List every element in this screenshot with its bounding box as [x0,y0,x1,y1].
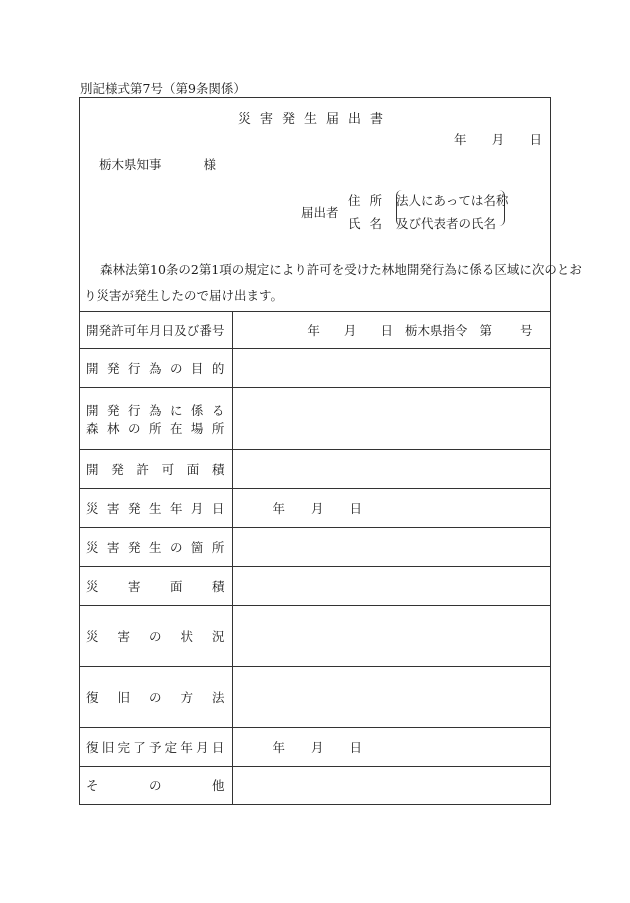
table-row [80,728,550,767]
row-label-line [86,538,225,556]
label-char: 可 [161,462,175,477]
row-label [80,528,232,567]
label-char: 完 [117,740,130,755]
label-char: 開 [86,462,99,477]
date-year: 年 [454,132,467,147]
value-part: 日 [380,323,393,338]
label-char: 況 [211,629,225,644]
value-part: 年 [272,501,286,516]
notice-text [80,257,582,309]
date-month: 月 [491,132,505,147]
value-template [273,499,363,517]
form-caption: 別記様式第7号（第9条関係） [80,81,246,96]
value-part: 日 [349,740,363,755]
row-label [80,349,232,388]
table-row [80,312,550,349]
name-label: 氏名 [348,216,392,231]
label-char: 害 [117,629,130,644]
form-title: 災害発生届出書 [237,112,392,127]
form-frame [79,97,582,805]
addressee-honorific: 様 [203,157,217,172]
label-char: 行 [127,361,141,376]
table-row [80,349,550,388]
bracket-note [396,189,508,235]
label-char: の [148,629,162,644]
value-template [273,738,363,756]
table-row [80,450,550,489]
row-value[interactable] [232,567,550,606]
label-char: 開 [86,402,99,418]
table-row [80,567,550,606]
table-row [80,388,550,450]
label-char: 目 [190,361,204,376]
label-char: 災 [86,501,99,516]
label-char: 面 [169,579,183,594]
label-char: 発 [127,540,141,555]
row-label [80,667,232,728]
row-label [80,489,232,528]
label-char: び [186,323,200,338]
report-table [80,311,550,804]
row-label [80,312,232,349]
row-value[interactable] [232,528,550,567]
row-label [80,567,232,606]
value-part: 月 [311,740,324,755]
value-part: 日 [349,501,363,516]
label-char: そ [86,778,99,794]
row-label-line [86,460,225,478]
row-value[interactable] [232,606,550,667]
row-label [80,388,232,450]
label-char: の [127,420,141,436]
row-label [80,767,232,804]
label-char: 年 [180,740,193,755]
value-part: 月 [343,323,357,338]
date-day: 日 [529,132,542,147]
table-row [80,528,550,567]
value-part: 第 [479,323,492,338]
label-char: 所 [148,420,162,436]
row-label-line [86,321,225,339]
label-char: 係 [190,402,204,418]
label-char: 発 [98,323,112,338]
applicant-label: 届出者 [301,205,339,220]
value-part: 栃木県指令 [404,323,468,338]
label-char: 月 [148,323,162,338]
row-label [80,450,232,489]
label-char: 号 [211,323,225,338]
label-char: 害 [106,540,120,555]
label-char: 害 [106,501,120,516]
label-char: 災 [86,579,99,594]
addressee [99,155,216,173]
label-char: 復 [86,690,99,705]
bracket-note-line1: 法人にあっては名称 [396,193,509,208]
label-char: 日 [161,323,175,338]
address-label: 住所 [348,193,392,208]
label-char: 森 [86,420,99,436]
row-label-line [86,776,225,794]
label-char: 旧 [117,690,130,705]
value-part: 月 [311,501,324,516]
row-label [80,728,232,767]
label-char: 他 [211,778,225,794]
table-row [80,489,550,528]
row-label-line [86,401,225,419]
label-char: 為 [148,402,162,418]
label-char: 定 [164,740,178,755]
label-char: 月 [196,740,209,755]
label-char: 場 [190,420,204,436]
label-char: 番 [199,323,212,338]
row-value[interactable] [232,667,550,728]
label-char: 日 [211,740,225,755]
label-char: 可 [123,323,137,338]
notice-line1: 森林法第10条の2第1項の規定により許可を受けた林地開発行為に係る区域に次のとお [100,262,582,277]
label-char: 所 [211,540,225,555]
row-value[interactable] [232,312,550,349]
label-char: 災 [86,540,99,555]
row-value[interactable] [232,450,550,489]
label-char: 所 [211,420,225,436]
label-char: 面 [186,462,200,477]
bracket-note-line2: 及び代表者の氏名 [396,216,497,231]
label-char: 年 [136,323,149,338]
row-label-line [86,688,225,706]
label-char: に [169,402,183,418]
row-label-line [86,419,225,437]
label-char: 開 [86,361,99,376]
label-char: 積 [211,462,225,477]
row-value[interactable] [232,489,550,528]
label-char: 発 [106,402,120,418]
label-char: 行 [127,402,141,418]
label-char: の [169,540,183,555]
submission-date [454,130,542,148]
row-value[interactable] [232,388,550,450]
label-char: の [169,361,183,376]
label-char: 在 [169,420,183,436]
label-char: 発 [127,501,141,516]
row-label-line [86,499,225,517]
label-char: 日 [211,501,225,516]
addressee-name: 栃木県知事 [99,157,162,172]
row-label-line [86,577,225,595]
applicant-fields [348,189,391,235]
label-char: 方 [180,690,193,705]
value-part: 号 [519,323,533,338]
label-char: 箇 [190,540,204,555]
label-char: 害 [127,579,141,594]
table-row [80,606,550,667]
label-char: 月 [190,501,204,516]
row-value[interactable] [232,349,550,388]
label-char: 復 [86,740,99,755]
value-part: 年 [307,323,320,338]
label-char: の [148,690,162,705]
label-char: 林 [106,420,120,436]
row-label-line [86,627,225,645]
row-value[interactable] [232,767,550,804]
label-char: 年 [169,501,183,516]
value-template [233,321,533,339]
label-char: 許 [136,462,149,477]
table-row [80,767,550,804]
label-char: 為 [148,361,162,376]
label-char: 生 [148,540,162,555]
label-char: 発 [106,361,120,376]
label-char: 発 [111,462,124,477]
table-row [80,667,550,728]
label-char: の [148,778,162,794]
row-label-line [86,359,225,377]
row-label-line [86,738,225,756]
notice-line2: り災害が発生したので届け出ます。 [84,288,284,303]
label-char: 及 [174,323,187,338]
row-label [80,606,232,667]
label-char: 的 [211,361,225,376]
label-char: 予 [148,740,162,755]
label-char: 生 [148,501,162,516]
label-char: 状 [180,629,193,644]
label-char: る [211,402,225,418]
value-part: 年 [272,740,286,755]
row-value[interactable] [232,728,550,767]
label-char: 法 [211,690,225,705]
label-char: 許 [111,323,124,338]
label-char: 旧 [101,740,115,755]
label-char: 積 [211,579,225,594]
label-char: 了 [133,740,146,755]
label-char: 開 [86,323,99,338]
label-char: 災 [86,629,99,644]
